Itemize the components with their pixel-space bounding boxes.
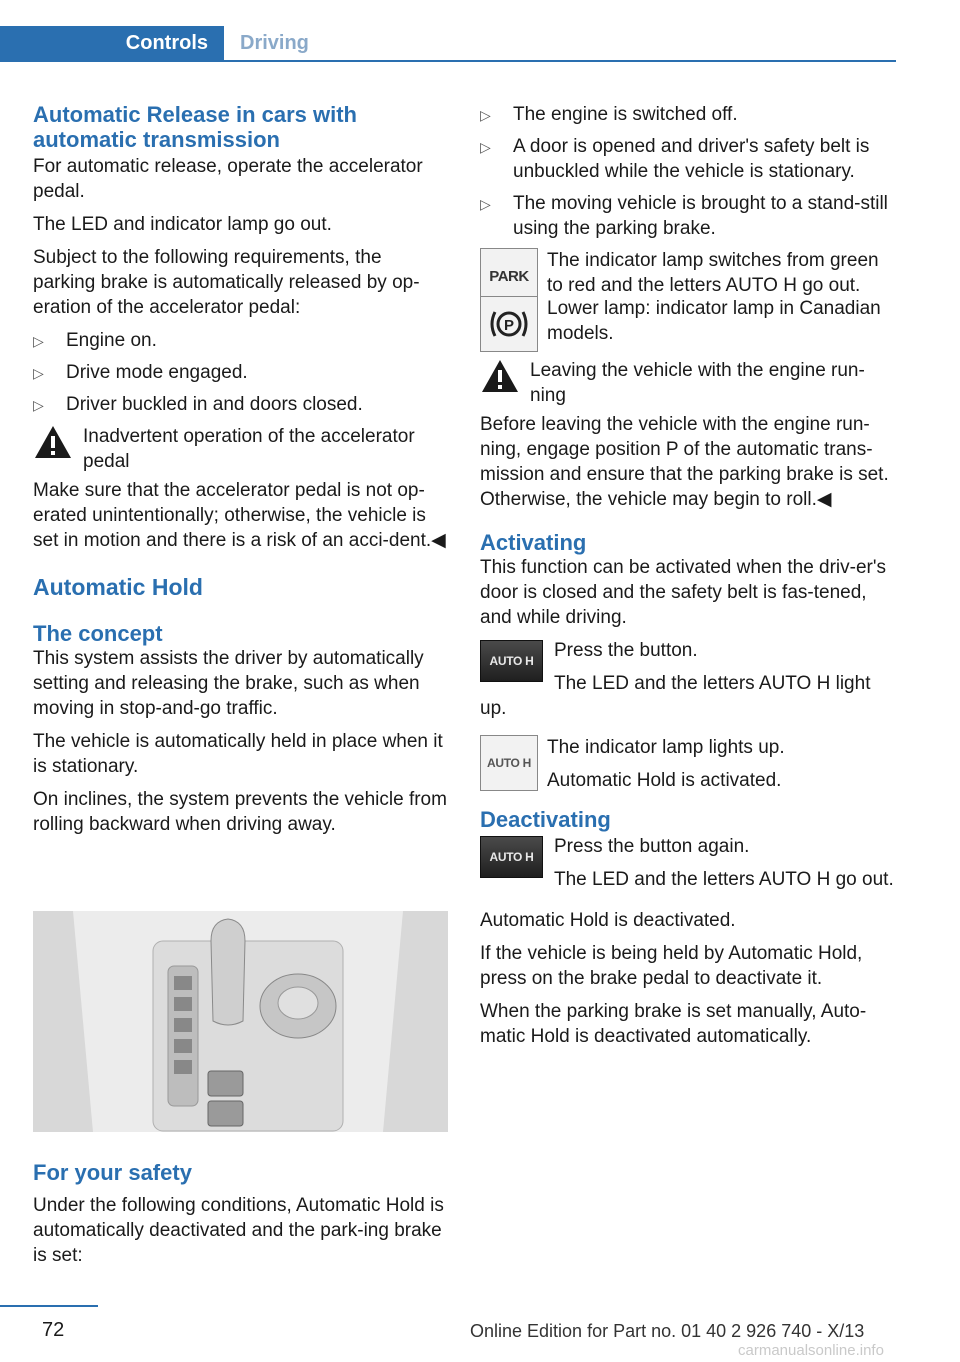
paragraph: Under the following conditions, Automatic Hold is automatically deactivated and the park‐ing brake is set: <box>33 1195 444 1266</box>
paragraph: Subject to the following requirements, the parking brake is automatically released by op‐eration of the accelerator pedal: <box>33 247 420 318</box>
heading-automatic-release: Automatic Release in cars with automatic transmission <box>33 102 357 152</box>
parking-brake-symbol-icon <box>480 296 538 352</box>
paragraph: Lower lamp: indicator lamp in Canadian models. <box>547 298 881 344</box>
page-number: 72 <box>42 1319 65 1341</box>
lamp-row <box>480 735 896 793</box>
triangle-bullet-icon: ▷ <box>33 333 44 349</box>
triangle-bullet-icon: ▷ <box>480 107 491 123</box>
watermark: carmanualsonline.info <box>738 1342 884 1359</box>
warning-icon <box>480 358 520 394</box>
triangle-bullet-icon: ▷ <box>33 397 44 413</box>
paragraph: The LED and indicator lamp go out. <box>33 214 332 235</box>
warning-text: Before leaving the vehicle with the engine run‐ning, engage position P of the automatic trans‐mission and ensure that the parking brake is set. Otherwise, the vehicle may begin to roll.◀ <box>480 414 889 510</box>
paragraph: This system assists the driver by automatically setting and releasing the brake, such as when moving in stop-and-go traffic. <box>33 648 424 719</box>
paragraph: For automatic release, operate the accelerator pedal. <box>33 156 423 202</box>
heading-deactivating: Deactivating <box>480 807 611 832</box>
page-header <box>0 0 960 62</box>
list-item: ▷ The engine is switched off. <box>480 102 896 127</box>
autoh-button-row <box>480 834 896 864</box>
instruction-wrapped: The LED and the letters AUTO H go out. <box>554 869 894 890</box>
list-item: ▷ Drive mode engaged. <box>33 360 449 385</box>
footer-divider <box>0 1305 98 1307</box>
paragraph: The vehicle is automatically held in place when it is stationary. <box>33 731 443 777</box>
instruction: Press the button again. <box>554 836 750 857</box>
autoh-button[interactable]: AUTO H <box>480 640 543 682</box>
list-item: ▷ Engine on. <box>33 328 449 353</box>
svg-text:P: P <box>503 317 515 334</box>
list-item: ▷ The moving vehicle is brought to a stand‐still using the parking brake. <box>480 193 888 239</box>
list-item: ▷ A door is opened and driver's safety belt is unbuckled while the vehicle is stationary. <box>480 136 870 182</box>
triangle-bullet-icon: ▷ <box>480 196 491 212</box>
header-divider <box>0 60 896 62</box>
paragraph: On inclines, the system prevents the vehicle from rolling backward when driving away. <box>33 789 447 835</box>
paragraph: The indicator lamp lights up. <box>547 737 785 758</box>
park-lamp-icon: PARK <box>480 248 538 304</box>
heading-concept: The concept <box>33 621 163 646</box>
warning-text: Make sure that the accelerator pedal is not op‐erated unintentionally; otherwise, the vehicle is set in motion and there is a risk of an acci‐dent.◀ <box>33 480 446 551</box>
tab-driving[interactable]: Driving <box>240 32 309 54</box>
heading-activating: Activating <box>480 530 587 555</box>
heading-automatic-hold: Automatic Hold <box>33 574 203 600</box>
instruction-wrapped: The LED and the letters AUTO H light up. <box>480 673 871 719</box>
warning-title: Leaving the vehicle with the engine run‐ning <box>530 360 865 406</box>
warning-icon <box>33 424 73 460</box>
warning-block <box>33 424 449 474</box>
paragraph: If the vehicle is being held by Automatic Hold, press on the brake pedal to deactivate it. <box>480 943 863 989</box>
autoh-indicator-icon: AUTO H <box>480 735 538 791</box>
triangle-bullet-icon: ▷ <box>480 139 491 155</box>
center-console-photo <box>33 911 448 1132</box>
instruction: Press the button. <box>554 640 698 661</box>
right-column <box>480 102 896 1057</box>
tab-controls[interactable]: Controls <box>0 26 224 61</box>
paragraph: This function can be activated when the driv‐er's door is closed and the safety belt is fas‐tened, and while driving. <box>480 557 887 628</box>
triangle-bullet-icon: ▷ <box>33 365 44 381</box>
heading-safety: For your safety <box>33 1160 192 1185</box>
paragraph: Automatic Hold is activated. <box>547 770 782 791</box>
console-illustration <box>33 911 448 1132</box>
left-column-bottom <box>33 1160 449 1276</box>
lamp-row <box>480 296 896 352</box>
edition-text: Online Edition for Part no. 01 40 2 926 740 - X/13 <box>470 1321 865 1341</box>
left-column <box>33 102 449 845</box>
list-item: ▷ Driver buckled in and doors closed. <box>33 392 449 417</box>
paragraph: Automatic Hold is deactivated. <box>480 910 736 931</box>
autoh-button[interactable]: AUTO H <box>480 836 543 878</box>
autoh-button-row <box>480 638 896 668</box>
paragraph: The indicator lamp switches from green to red and the letters AUTO H go out. <box>547 250 879 296</box>
warning-title: Inadvertent operation of the accelerator pedal <box>83 426 415 472</box>
paragraph: When the parking brake is set manually, Auto‐matic Hold is deactivated automatically. <box>480 1001 867 1047</box>
warning-block <box>480 358 896 408</box>
